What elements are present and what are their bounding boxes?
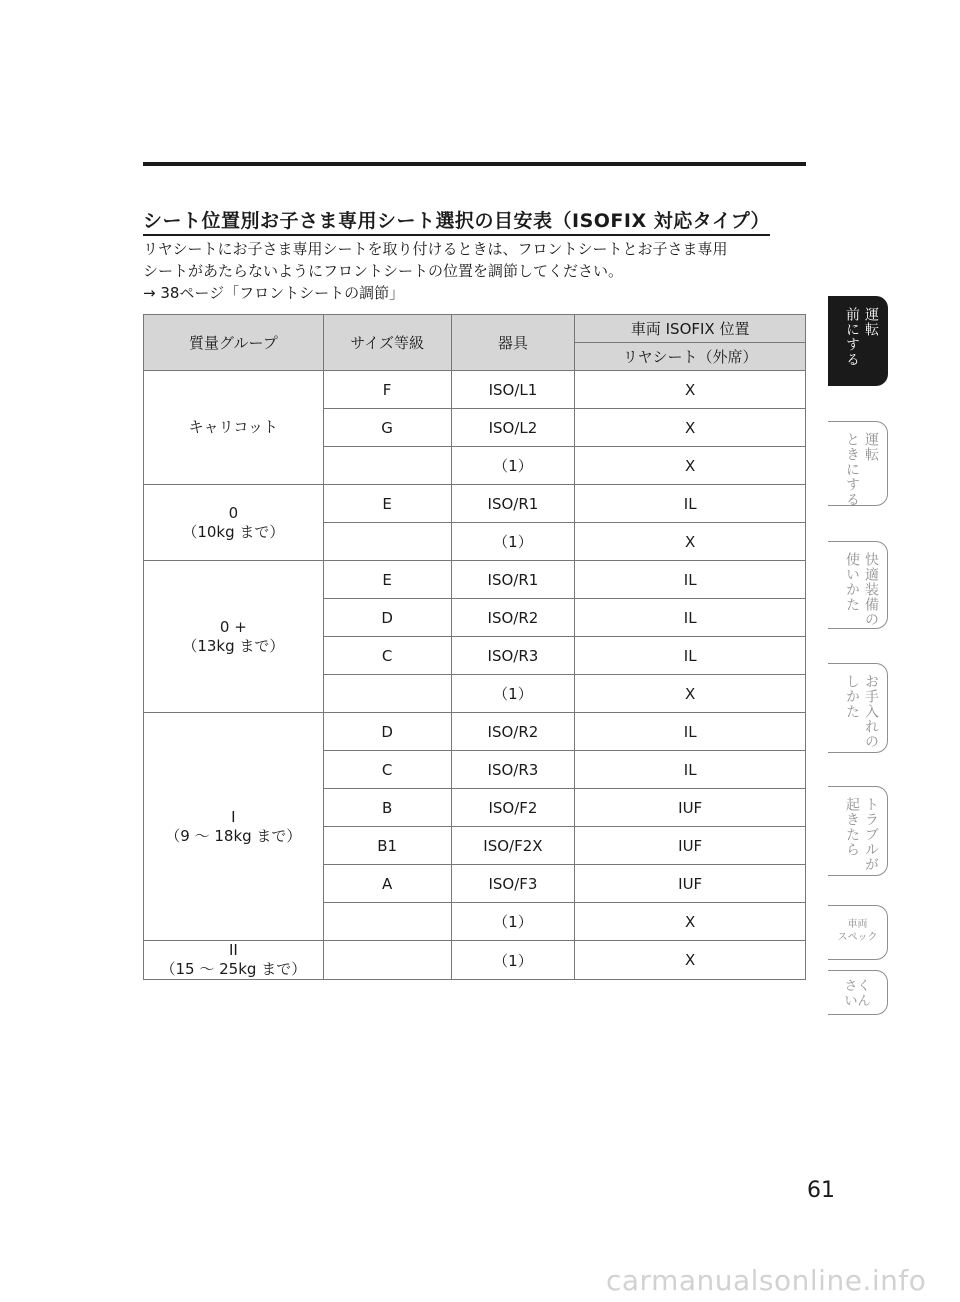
- tab-label: [844, 797, 879, 872]
- tab-label-column: 使いかた: [844, 552, 860, 612]
- tab-label-column: トラブルが: [863, 797, 879, 872]
- tab-label: [844, 432, 879, 507]
- size-class-cell: C: [323, 751, 451, 789]
- header-size-class: サイズ等級: [323, 315, 451, 371]
- size-class-cell: D: [323, 599, 451, 637]
- fixture-cell: ISO/R3: [451, 751, 575, 789]
- isofix-position-cell: IL: [575, 713, 806, 751]
- mass-group-label: （15 〜 25kg まで）: [160, 960, 307, 978]
- mass-group-label: （13kg まで）: [182, 636, 285, 655]
- isofix-position-cell: IL: [575, 485, 806, 523]
- intro-line: シートがあたらないようにフロントシートの位置を調節してください。: [143, 262, 624, 280]
- table-row: [144, 713, 806, 751]
- isofix-position-cell: IUF: [575, 865, 806, 903]
- tab-label-column: 運転: [863, 307, 879, 337]
- mass-group-label: キャリコット: [188, 418, 279, 436]
- size-class-cell: C: [323, 637, 451, 675]
- intro-reference-link[interactable]: → 38ページ「フロントシートの調節」: [143, 284, 405, 302]
- watermark: carmanualsonline.info: [606, 1264, 927, 1297]
- mass-group-label: II: [228, 941, 238, 959]
- tab-index[interactable]: [828, 970, 888, 1015]
- tab-label-line: スペック: [837, 932, 878, 943]
- fixture-cell: ISO/L2: [451, 409, 575, 447]
- header-rear-outboard: リヤシート（外席）: [575, 343, 806, 371]
- isofix-position-cell: X: [575, 371, 806, 409]
- isofix-position-cell: X: [575, 523, 806, 561]
- size-class-cell: [323, 903, 451, 941]
- tab-label-column: ときにする: [844, 432, 860, 507]
- size-class-cell: D: [323, 713, 451, 751]
- table-row: [144, 941, 806, 980]
- size-class-cell: G: [323, 409, 451, 447]
- tab-while-driving[interactable]: [828, 421, 888, 506]
- fixture-cell: ISO/L1: [451, 371, 575, 409]
- isofix-position-cell: X: [575, 447, 806, 485]
- mass-group-cell: [144, 713, 324, 941]
- header-fixture: 器具: [451, 315, 575, 371]
- intro-text: [143, 238, 808, 304]
- tab-maintenance[interactable]: [828, 663, 888, 753]
- size-class-cell: [323, 447, 451, 485]
- table-row: [144, 485, 806, 523]
- tab-label-column: 運転: [863, 432, 879, 462]
- table-body: [144, 371, 806, 980]
- fixture-cell: ISO/R1: [451, 485, 575, 523]
- size-class-cell: E: [323, 485, 451, 523]
- fixture-cell: ISO/F2X: [451, 827, 575, 865]
- size-class-cell: B1: [323, 827, 451, 865]
- isofix-position-cell: X: [575, 941, 806, 980]
- tab-label-line: いん: [844, 994, 871, 1009]
- tab-label: [828, 979, 887, 1009]
- tab-vehicle-specs[interactable]: [828, 905, 888, 960]
- fixture-cell: ISO/F3: [451, 865, 575, 903]
- tab-label-line: さく: [844, 979, 871, 994]
- section-title: シート位置別お子さま専用シート選択の目安表（ISOFIX 対応タイプ）: [143, 206, 770, 236]
- tab-label-column: しかた: [844, 674, 860, 719]
- header-vehicle-isofix-position: 車両 ISOFIX 位置: [575, 315, 806, 343]
- size-class-cell: B: [323, 789, 451, 827]
- fixture-cell: （1）: [451, 941, 575, 980]
- isofix-position-cell: X: [575, 409, 806, 447]
- header-mass-group: 質量グループ: [144, 315, 324, 371]
- isofix-position-cell: IL: [575, 751, 806, 789]
- isofix-position-cell: IUF: [575, 827, 806, 865]
- size-class-cell: E: [323, 561, 451, 599]
- top-rule: [143, 162, 806, 166]
- isofix-position-cell: X: [575, 675, 806, 713]
- tab-before-driving[interactable]: [828, 296, 888, 386]
- size-class-cell: [323, 523, 451, 561]
- isofix-position-cell: IL: [575, 599, 806, 637]
- mass-group-cell: [144, 371, 324, 485]
- fixture-cell: （1）: [451, 523, 575, 561]
- size-class-cell: F: [323, 371, 451, 409]
- intro-line: リヤシートにお子さま専用シートを取り付けるときは、フロントシートとお子さま専用: [143, 240, 728, 258]
- fixture-cell: ISO/F2: [451, 789, 575, 827]
- fixture-cell: ISO/R3: [451, 637, 575, 675]
- mass-group-cell: [144, 485, 324, 561]
- tab-label: [844, 307, 879, 367]
- fixture-cell: （1）: [451, 447, 575, 485]
- tab-label-column: 起きたら: [844, 797, 860, 857]
- page-number: 61: [807, 1178, 835, 1203]
- tab-comfort-equipment[interactable]: [828, 541, 888, 629]
- mass-group-label: （10kg まで）: [182, 522, 285, 541]
- isofix-position-cell: IUF: [575, 789, 806, 827]
- mass-group-label: 0 +: [219, 617, 247, 636]
- fixture-cell: （1）: [451, 675, 575, 713]
- fixture-cell: ISO/R2: [451, 599, 575, 637]
- size-class-cell: [323, 675, 451, 713]
- fixture-cell: ISO/R2: [451, 713, 575, 751]
- mass-group-label: （9 〜 18kg まで）: [165, 826, 302, 845]
- table-row: [144, 561, 806, 599]
- tab-label-column: お手入れの: [863, 674, 879, 749]
- size-class-cell: [323, 941, 451, 980]
- isofix-position-cell: IL: [575, 561, 806, 599]
- tab-label: [828, 918, 887, 944]
- mass-group-cell: [144, 561, 324, 713]
- fixture-cell: ISO/R1: [451, 561, 575, 599]
- size-class-cell: A: [323, 865, 451, 903]
- isofix-position-cell: X: [575, 903, 806, 941]
- tab-label-column: 前にする: [844, 307, 860, 367]
- tab-label: [844, 674, 879, 749]
- mass-group-cell: [144, 941, 324, 980]
- tab-label: [844, 552, 879, 627]
- tab-troubleshooting[interactable]: [828, 786, 888, 876]
- mass-group-label: I: [231, 807, 236, 826]
- mass-group-label: 0: [228, 503, 239, 522]
- fixture-cell: （1）: [451, 903, 575, 941]
- tab-label-column: 快適装備の: [863, 552, 879, 627]
- isofix-position-cell: IL: [575, 637, 806, 675]
- table-row: [144, 371, 806, 409]
- tab-label-line: 車両: [847, 919, 868, 930]
- isofix-seat-table: [143, 314, 806, 980]
